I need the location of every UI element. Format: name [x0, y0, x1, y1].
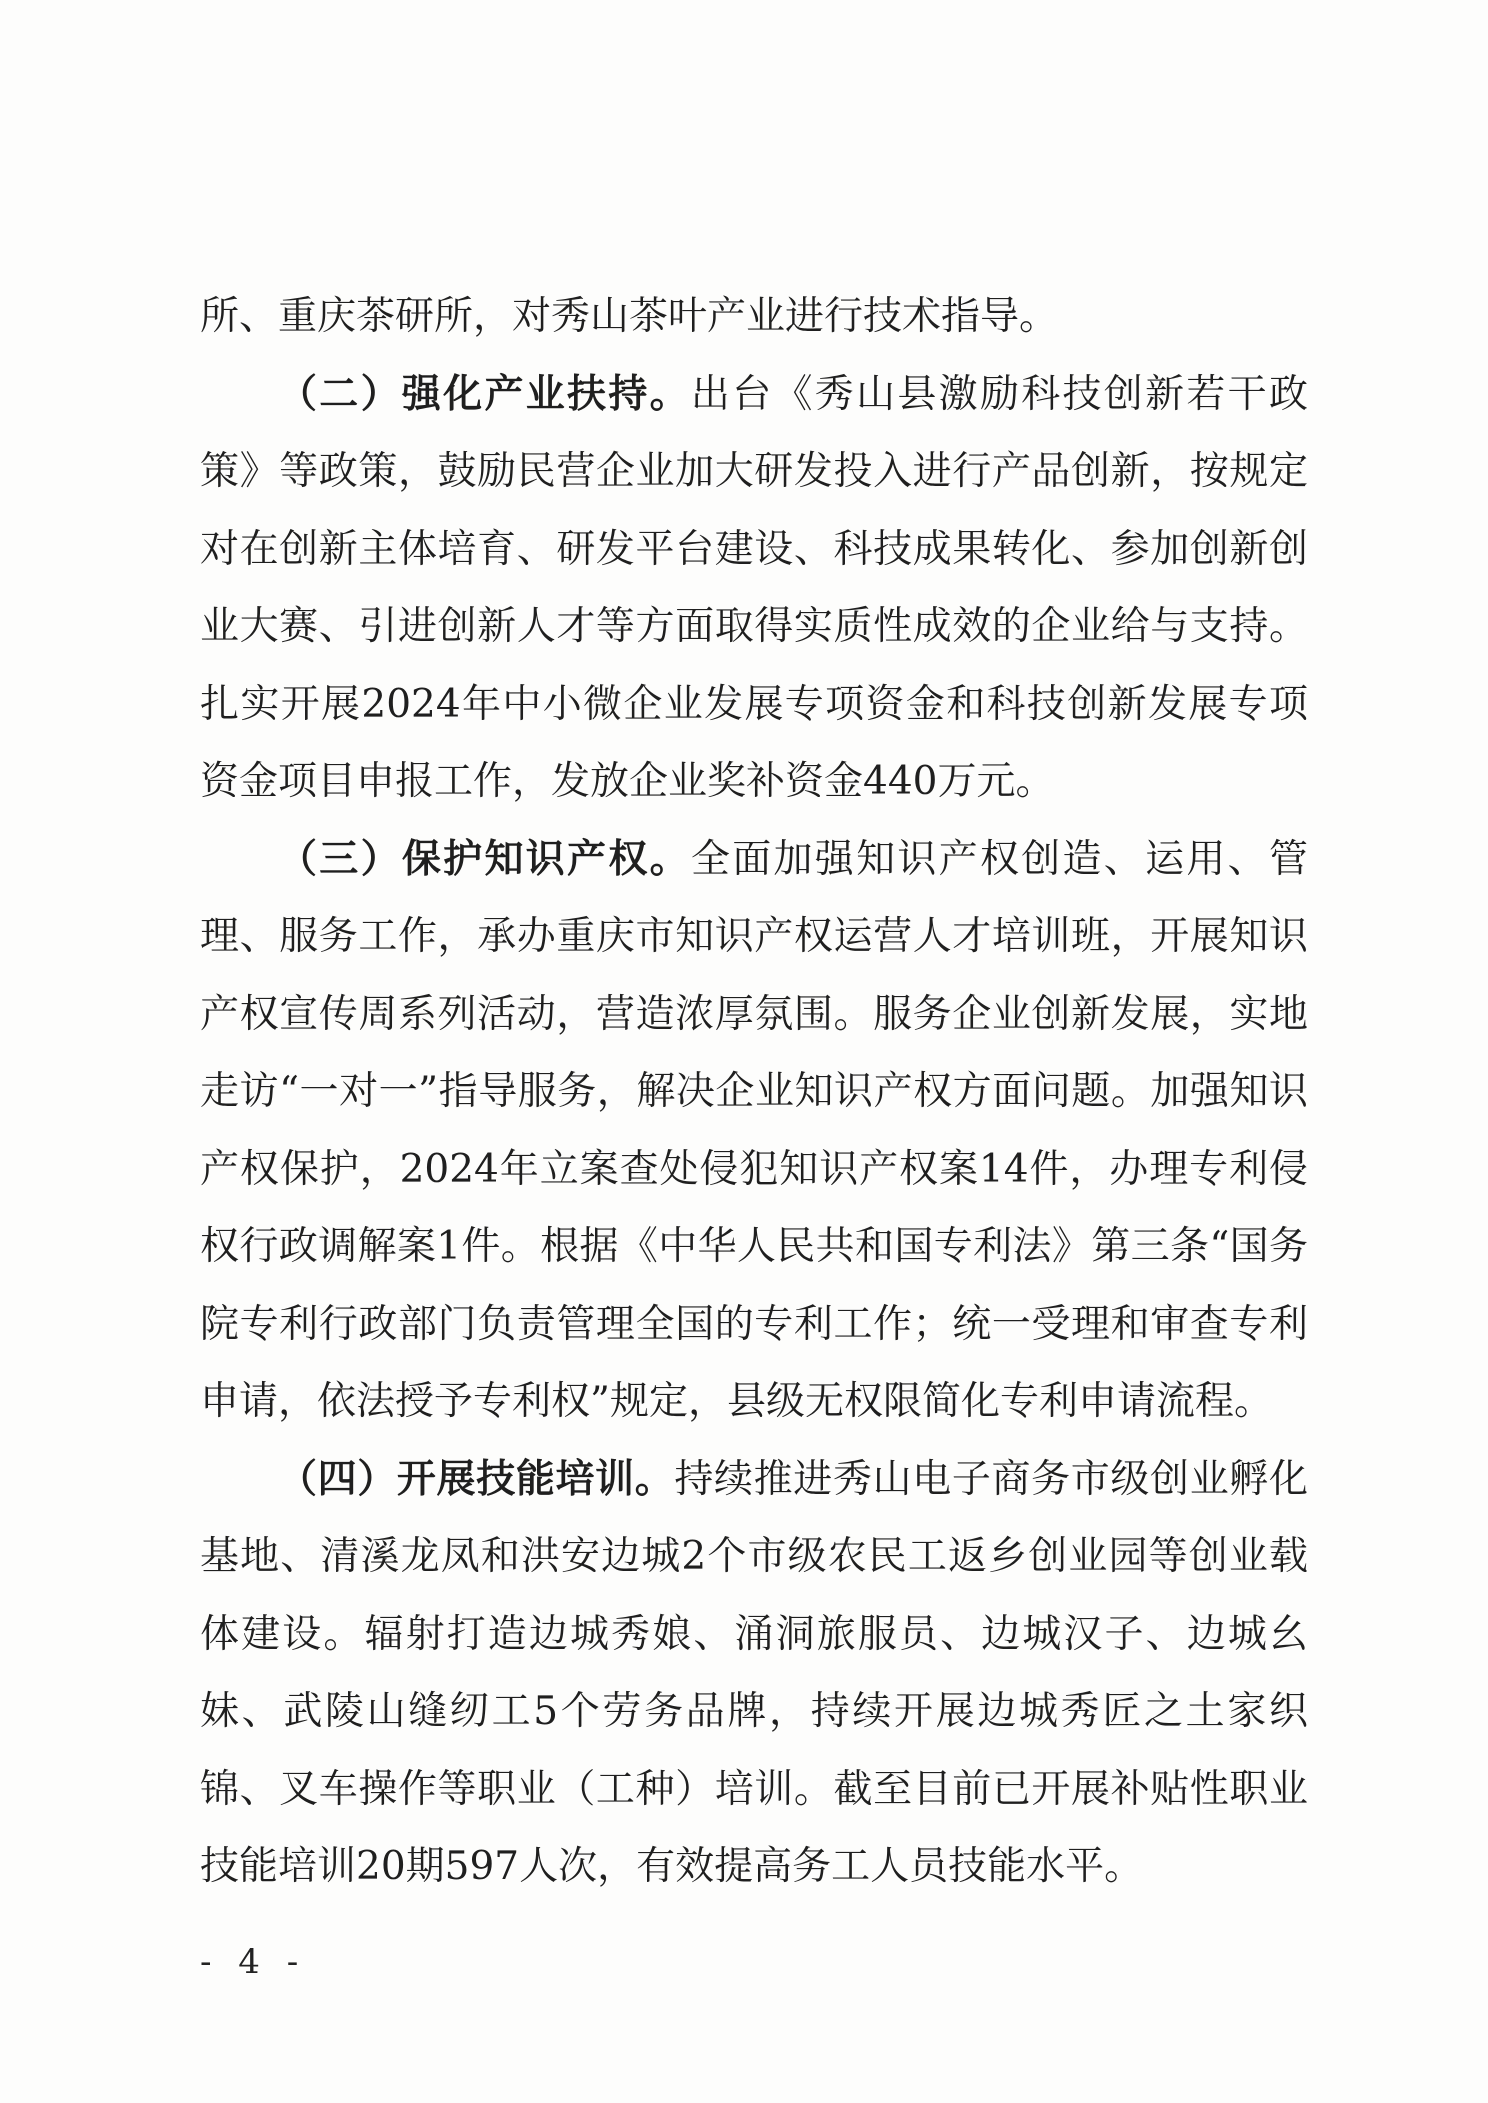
- section-heading: （二）强化产业扶持。: [278, 371, 691, 417]
- paragraph-text: 全面加强知识产权创造、运用、管理、服务工作，承办重庆市知识产权运营人才培训班，开展知识产权宣传周系列活动，营造浓厚氛围。服务企业创新发展，实地走访“一对一”指导服务，解决企业知识产权方面问题。加强知识产权保护，2024年立案查处侵犯知识产权案14件，办理专利侵权行政调解案1件。根据《中华人民共和国专利法》第三条“国务院专利行政部门负责管理全国的专利工作；统一受理和审查专利申请，依法授予专利权”规定，县级无权限简化专利申请流程。: [200, 836, 1308, 1424]
- paragraph-continuation: [200, 278, 1308, 356]
- section-heading: （三）保护知识产权。: [278, 836, 691, 882]
- paragraph-intellectual-property: [200, 821, 1308, 1441]
- paragraph-text: 持续推进秀山电子商务市级创业孵化基地、清溪龙凤和洪安边城2个市级农民工返乡创业园等创业载体建设。辐射打造边城秀娘、涌洞旅服员、边城汉子、边城幺妹、武陵山缝纫工5个劳务品牌，持续开展边城秀匠之土家织锦、叉车操作等职业（工种）培训。截至目前已开展补贴性职业技能培训20期597人次，有效提高务工人员技能水平。: [200, 1456, 1308, 1889]
- body-text: [200, 278, 1308, 1906]
- paragraph-skills-training: [200, 1441, 1308, 1906]
- page-number: - 4 -: [200, 1942, 307, 1982]
- paragraph-text: 所、重庆茶研所，对秀山茶叶产业进行技术指导。: [200, 294, 1059, 339]
- paragraph-text: 出台《秀山县激励科技创新若干政策》等政策，鼓励民营企业加大研发投入进行产品创新，按规定对在创新主体培育、研发平台建设、科技成果转化、参加创新创业大赛、引进创新人才等方面取得实质性成效的企业给与支持。扎实开展2024年中小微企业发展专项资金和科技创新发展专项资金项目申报工作，发放企业奖补资金440万元。: [200, 371, 1308, 804]
- section-heading: （四）开展技能培训。: [278, 1456, 675, 1502]
- paragraph-industry-support: [200, 356, 1308, 821]
